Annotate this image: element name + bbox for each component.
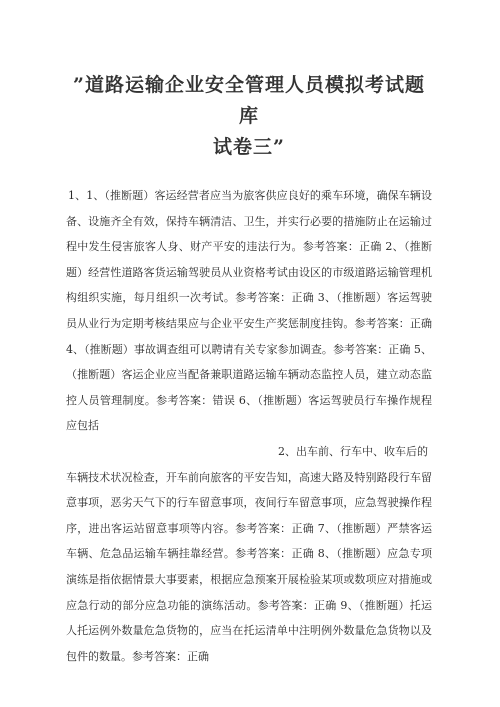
- body-paragraph-1: 1、1、（推断题）客运经营者应当为旅客供应良好的乘车环境，确保车辆设备、设施齐全有效，保持车辆清洁、卫生，并实行必要的措施防止在运输过程中发生侵害旅客人身、财产平安的违法行为。参考答案：正确 2、（推断题）经营性道路客货运输驾驶员从业资格考试由设区的市级道路运输管理机构组织实施，每月组织一次考试。参考答案：正确 3、（推断题）客运驾驶员从业行为定期考核结果应与企业平安生产奖惩制度挂钩。参考答案：正确 4、（推断题）事故调查组可以聘请有关专家参加调查。参考答案：正确 5、（推断题）客运企业应当配备兼职道路运输车辆动态监控人员，建立动态监控人员管理制度。参考答案：错误 6、（推断题）客运驾驶员行车操作规程应包括: [66, 189, 432, 433]
- title-line-2: 试卷三”: [213, 136, 285, 158]
- title-line-1: ”道路运输企业安全管理人员模拟考试题库: [73, 74, 425, 127]
- body-paragraph-2: 车辆技术状况检查，开车前向旅客的平安告知，高速大路及特别路段行车留意事项，恶劣天气下的行车留意事项，夜间行车留意事项，应急驾驶操作程序，进出客运站留意事项等内容。参考答案：正确 7、（推断题）严禁客运车辆、危急品运输车辆挂靠经营。参考答案：正确 8、（推断题）应急专项演练是指依据情景大事要素，根据应急预案开展检验某项或数项应对措施或应急行动的部分应急功能的演练活动。参考答案：正确 9、（推断题）托运人托运例外数量危急货物的，应当在托运清单中注明例外数量危急货物以及包件的数量。参考答案：正确: [66, 470, 432, 663]
- right-aligned-fragment: 2、出车前、行车中、收车后的: [278, 444, 428, 458]
- document-title: [66, 70, 432, 163]
